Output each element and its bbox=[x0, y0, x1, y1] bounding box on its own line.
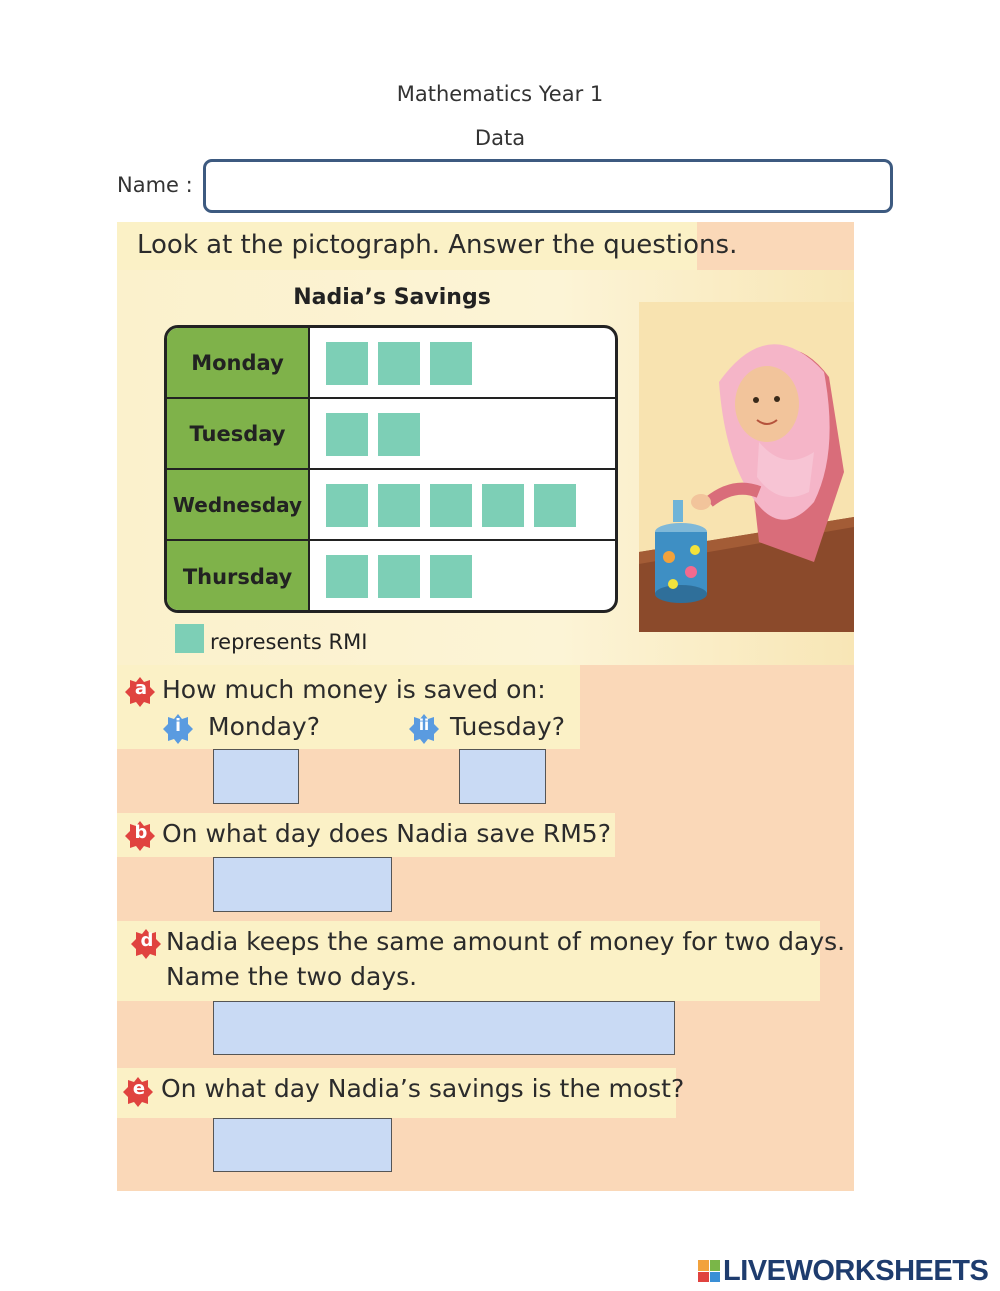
worksheet-panel bbox=[117, 222, 854, 1191]
pictograph-row-monday bbox=[167, 328, 615, 399]
money-symbol bbox=[378, 413, 420, 456]
question-a-i-text: Monday? bbox=[208, 712, 320, 741]
question-b-text: On what day does Nadia save RM5? bbox=[162, 819, 611, 848]
answer-e-input[interactable] bbox=[213, 1118, 392, 1172]
answer-a-i-input[interactable] bbox=[213, 749, 299, 804]
girl-saving-illustration bbox=[639, 302, 854, 632]
badge-a-label: a bbox=[134, 678, 148, 699]
answer-a-ii-input[interactable] bbox=[459, 749, 546, 804]
money-symbol bbox=[534, 484, 576, 527]
money-symbol bbox=[430, 342, 472, 385]
legend-symbol bbox=[175, 624, 204, 653]
badge-b-label: b bbox=[134, 822, 148, 843]
answer-d-input[interactable] bbox=[213, 1001, 675, 1055]
day-label: Monday bbox=[167, 328, 310, 397]
subject-title: Mathematics Year 1 bbox=[396, 82, 604, 106]
pictograph-table bbox=[164, 325, 618, 613]
logo-mark-icon bbox=[698, 1260, 720, 1282]
money-symbol bbox=[430, 555, 472, 598]
badge-e-label: e bbox=[132, 1078, 146, 1099]
chart-title: Nadia’s Savings bbox=[293, 285, 491, 310]
logo-text: LIVEWORKSHEETS bbox=[723, 1254, 989, 1287]
money-symbol bbox=[326, 555, 368, 598]
question-d-text-line1: Nadia keeps the same amount of money for two days. bbox=[166, 927, 846, 956]
badge-d-label: d bbox=[140, 930, 154, 951]
question-d-text-line2: Name the two days. bbox=[166, 962, 418, 991]
badge-i-label: i bbox=[175, 716, 181, 736]
day-label: Wednesday bbox=[167, 470, 310, 539]
answer-b-input[interactable] bbox=[213, 857, 392, 912]
money-symbol bbox=[482, 484, 524, 527]
name-label: Name : bbox=[117, 173, 193, 197]
money-symbol bbox=[378, 555, 420, 598]
legend-text: represents RMI bbox=[210, 630, 368, 654]
money-symbol bbox=[326, 484, 368, 527]
liveworksheets-logo bbox=[698, 1255, 988, 1287]
pictograph-row-wednesday bbox=[167, 470, 615, 541]
money-symbol bbox=[326, 342, 368, 385]
question-e-text: On what day Nadia’s savings is the most? bbox=[161, 1074, 685, 1103]
pictograph-row-tuesday bbox=[167, 399, 615, 470]
money-symbol bbox=[378, 484, 420, 527]
day-label: Thursday bbox=[167, 541, 310, 612]
money-symbol bbox=[430, 484, 472, 527]
name-input[interactable] bbox=[203, 159, 893, 213]
topic-title: Data bbox=[474, 126, 526, 150]
money-symbol bbox=[378, 342, 420, 385]
question-a-ii-text: Tuesday? bbox=[450, 712, 565, 741]
money-symbol bbox=[326, 413, 368, 456]
pictograph-row-thursday bbox=[167, 541, 615, 612]
instruction-text: Look at the pictograph. Answer the questions. bbox=[137, 230, 738, 260]
day-label: Tuesday bbox=[167, 399, 310, 468]
question-a-text: How much money is saved on: bbox=[162, 675, 546, 704]
badge-ii-label: ii bbox=[418, 716, 430, 734]
